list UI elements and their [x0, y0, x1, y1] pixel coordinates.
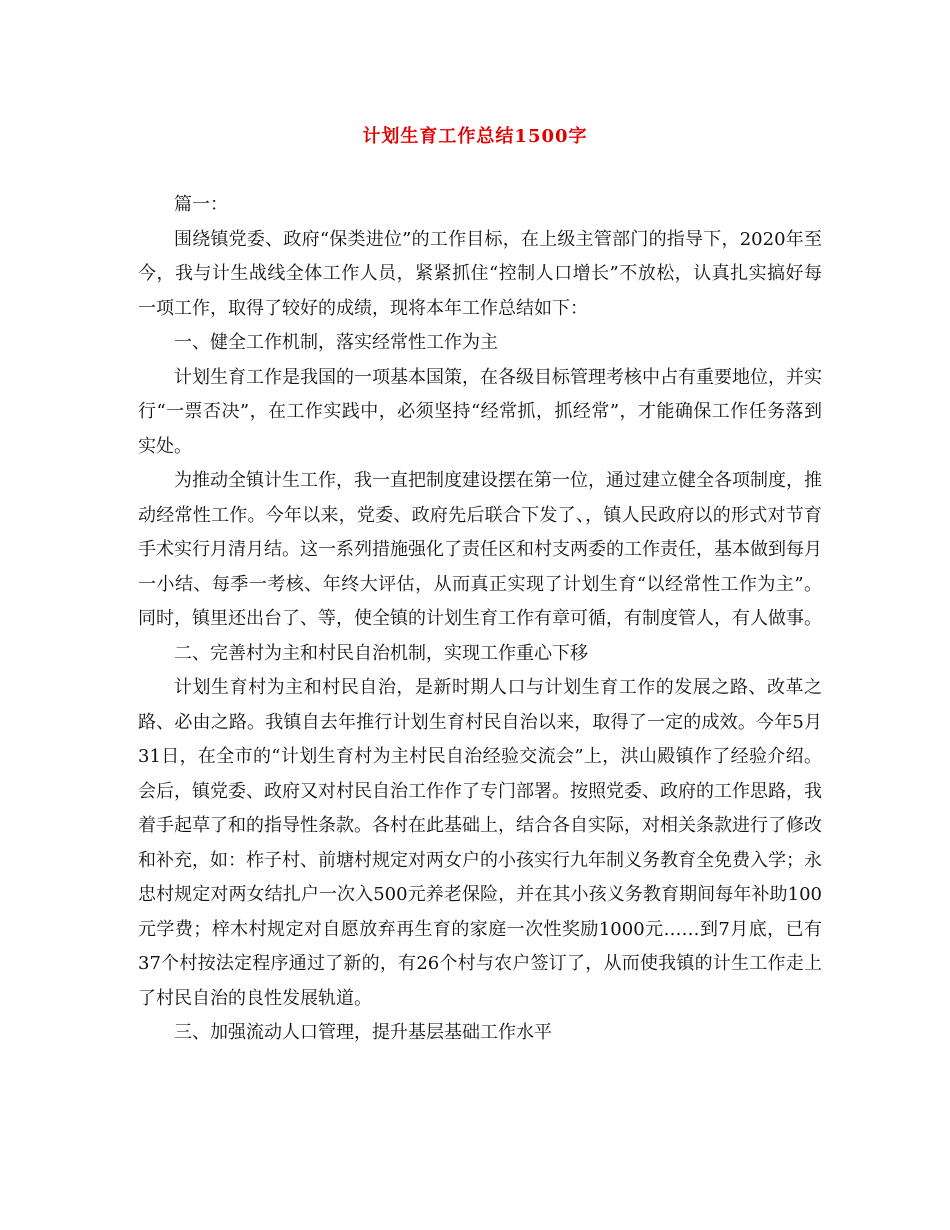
heading-section-2: 二、完善村为主和村民自治机制，实现工作重心下移 [174, 642, 588, 664]
page-title: 计划生育工作总结1500字 [362, 126, 588, 147]
paragraph-section-label: 篇一： [174, 194, 228, 215]
heading-section-1: 一、健全工作机制，落实经常性工作为主 [174, 332, 498, 353]
paragraph-intro: 围绕镇党委、政府“保类进位”的工作目标，在上级主管部门的指导下，2020年至今，我与计生战线全体工作人员，紧紧抓住“控制人口增长”不放松，认真扎实搞好每一项工作，取得了较好的成绩，现将本年工作总结如下： [138, 228, 822, 319]
paragraph-body: 计划生育村为主和村民自治，是新时期人口与计划生育工作的发展之路、改革之路、必由之路。我镇自去年推行计划生育村民自治以来，取得了一定的成效。今年5月31日，在全市的“计划生育村为主村民自治经验交流会”上，洪山殿镇作了经验介绍。会后，镇党委、政府又对村民自治工作作了专门部署。按照党委、政府的工作思路，我着手起草了和的指导性条款。各村在此基础上，结合各自实际，对相关条款进行了修改和补充，如：柞子村、前塘村规定对两女户的小孩实行九年制义务教育全免费入学；永忠村规定对两女结扎户一次入500元养老保险，并在其小孩义务教育期间每年补助100元学费；梓木村规定对自愿放弃再生育的家庭一次性奖励1000元……到7月底，已有37个村按法定程序通过了新的，有26个村与农户签订了，从而使我镇的计生工作走上了村民自治的良性发展轨道。 [138, 677, 822, 1009]
document-body [138, 188, 822, 1051]
paragraph-body: 为推动全镇计生工作，我一直把制度建设摆在第一位，通过建立健全各项制度，推动经常性工作。今年以来，党委、政府先后联合下发了、，镇人民政府以的形式对节育手术实行月清月结。这一系列措施强化了责任区和村支两委的工作责任，基本做到每月一小结、每季一考核、年终大评估，从而真正实现了计划生育“以经常性工作为主”。同时，镇里还出台了、等，使全镇的计划生育工作有章可循，有制度管人，有人做事。 [138, 470, 822, 629]
paragraph-body: 计划生育工作是我国的一项基本国策，在各级目标管理考核中占有重要地位，并实行“一票否决”，在工作实践中，必须坚持“经常抓，抓经常”，才能确保工作任务落到实处。 [138, 366, 822, 457]
heading-section-3: 三、加强流动人口管理，提升基层基础工作水平 [174, 1022, 552, 1043]
